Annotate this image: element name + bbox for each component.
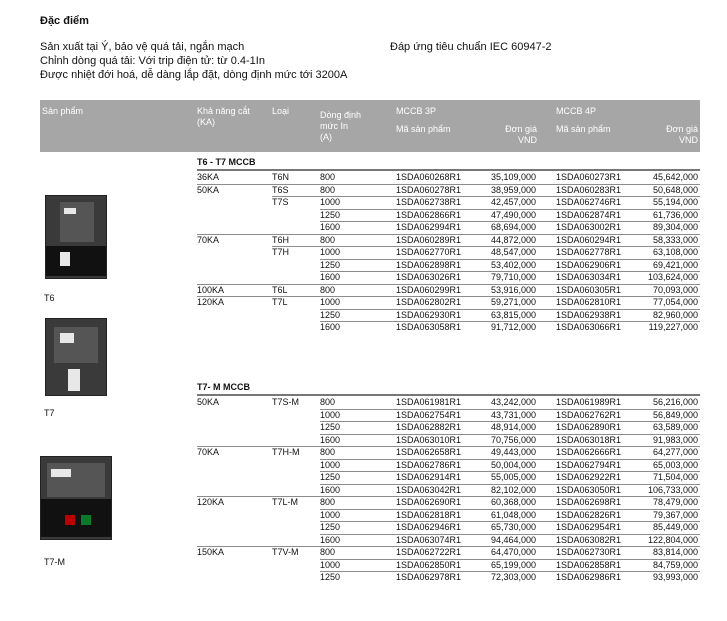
price-3p-cell: 38,959,000 [490,184,536,195]
price-3p-cell: 65,730,000 [490,522,536,532]
price-3p-cell: 59,271,000 [490,297,536,307]
feature-standard: Đáp ứng tiêu chuẩn IEC 60947-2 [390,41,552,53]
price-3p-cell: 82,102,000 [490,484,536,495]
price-4p-cell: 45,642,000 [652,172,698,182]
price-3p-cell: 65,199,000 [490,559,536,570]
breaking-capacity-cell: 50KA [197,184,220,195]
code-3p-cell: 1SDA062882R1 [396,422,462,432]
code-4p-cell: 1SDA062794R1 [556,459,622,470]
price-4p-cell: 50,648,000 [652,184,698,195]
price-4p-cell: 78,479,000 [652,497,698,507]
breaking-capacity-cell: 120KA [197,297,225,307]
price-3p-cell: 47,490,000 [490,209,536,220]
code-3p-cell: 1SDA062754R1 [396,409,462,420]
rated-current-cell: 1600 [320,272,341,282]
header-price-line: VND [517,135,537,145]
code-4p-cell: 1SDA060294R1 [556,234,622,245]
price-3p-cell: 49,443,000 [490,447,536,457]
price-4p-cell: 61,736,000 [652,209,698,220]
type-cell: T6S [272,184,289,195]
code-4p-cell: 1SDA062986R1 [556,572,622,582]
header-rated-line: Dòng định [320,110,362,120]
breaking-capacity-cell: 50KA [197,397,220,407]
code-3p-cell: 1SDA062914R1 [396,472,462,482]
code-3p-cell: 1SDA062978R1 [396,572,462,582]
rated-current-cell: 1600 [320,322,341,332]
header-breaking-line: (KA) [197,117,215,127]
price-4p-cell: 69,421,000 [652,259,698,270]
type-cell: T7H [272,247,290,257]
rated-current-cell: 800 [320,397,336,407]
type-cell: T6L [272,284,288,295]
type-cell: T6N [272,172,290,182]
code-4p-cell: 1SDA062906R1 [556,259,622,270]
rated-current-cell: 1250 [320,422,341,432]
code-3p-cell: 1SDA063074R1 [396,534,462,545]
price-4p-cell: 93,993,000 [652,572,698,582]
price-3p-cell: 48,914,000 [490,422,536,432]
header-price-4p [640,124,698,146]
code-4p-cell: 1SDA062826R1 [556,509,622,520]
price-3p-cell: 61,048,000 [490,509,536,520]
header-code-3p: Mã sản phẩm [396,124,451,134]
type-cell: T6H [272,234,290,245]
rated-current-cell: 800 [320,497,336,507]
price-3p-cell: 43,731,000 [490,409,536,420]
type-cell: T7S [272,197,289,207]
rated-current-cell: 800 [320,234,336,245]
code-3p-cell: 1SDA062786R1 [396,459,462,470]
code-4p-cell: 1SDA062778R1 [556,247,622,257]
price-4p-cell: 70,093,000 [652,284,698,295]
price-3p-cell: 35,109,000 [490,172,536,182]
header-price-line: Đơn giá [666,124,698,134]
price-4p-cell: 77,054,000 [652,297,698,307]
code-3p-cell: 1SDA060289R1 [396,234,462,245]
breaking-capacity-cell: 150KA [197,547,225,557]
breaking-capacity-cell: 70KA [197,234,220,245]
price-4p-cell: 55,194,000 [652,197,698,207]
breaking-capacity-cell: 36KA [197,172,220,182]
price-3p-cell: 53,916,000 [490,284,536,295]
code-4p-cell: 1SDA062666R1 [556,447,622,457]
code-4p-cell: 1SDA063034R1 [556,272,622,282]
code-3p-cell: 1SDA062898R1 [396,259,462,270]
header-price-line: VND [678,135,698,145]
rated-current-cell: 1000 [320,197,341,207]
price-3p-cell: 79,710,000 [490,272,536,282]
price-3p-cell: 53,402,000 [490,259,536,270]
price-3p-cell: 42,457,000 [490,197,536,207]
rated-current-cell: 1250 [320,259,341,270]
type-cell: T7H-M [272,447,300,457]
type-cell: T7L-M [272,497,299,507]
rated-current-cell: 1250 [320,309,341,320]
header-rated-current [320,110,361,143]
code-3p-cell: 1SDA062770R1 [396,247,462,257]
code-3p-cell: 1SDA062690R1 [396,497,462,507]
code-4p-cell: 1SDA062746R1 [556,197,622,207]
header-price-3p [480,124,537,146]
price-4p-cell: 85,449,000 [652,522,698,532]
rated-current-cell: 1600 [320,434,341,445]
code-4p-cell: 1SDA063066R1 [556,322,622,332]
price-4p-cell: 79,367,000 [652,509,698,520]
header-breaking-capacity [197,106,250,128]
section-divider [197,394,700,396]
code-4p-cell: 1SDA063050R1 [556,484,622,495]
price-3p-cell: 43,242,000 [490,397,536,407]
rated-current-cell: 1250 [320,209,341,220]
rated-current-cell: 1000 [320,247,341,257]
feature-line: Chỉnh dòng quá tải: Với trip điện tử: từ 0.4-1In [40,55,265,67]
price-3p-cell: 63,815,000 [490,309,536,320]
code-3p-cell: 1SDA062850R1 [396,559,462,570]
price-3p-cell: 60,368,000 [490,497,536,507]
price-3p-cell: 50,004,000 [490,459,536,470]
code-3p-cell: 1SDA060268R1 [396,172,462,182]
product-label-t6: T6 [44,293,55,303]
t7-breaker-image [45,318,107,396]
code-4p-cell: 1SDA062938R1 [556,309,622,320]
page-title: Đặc điểm [40,15,89,27]
code-4p-cell: 1SDA061989R1 [556,397,622,407]
price-4p-cell: 83,814,000 [652,547,698,557]
code-3p-cell: 1SDA062946R1 [396,522,462,532]
rated-current-cell: 1000 [320,459,341,470]
header-rated-line: mức In [320,121,349,131]
price-4p-cell: 91,983,000 [652,434,698,445]
code-4p-cell: 1SDA063002R1 [556,222,622,232]
rated-current-cell: 800 [320,184,336,195]
table-header [40,100,700,152]
product-label-t7: T7 [44,408,55,418]
header-price-line: Đơn giá [505,124,537,134]
code-4p-cell: 1SDA062810R1 [556,297,622,307]
code-3p-cell: 1SDA061981R1 [396,397,462,407]
code-4p-cell: 1SDA063018R1 [556,434,622,445]
rated-current-cell: 800 [320,284,336,295]
price-4p-cell: 119,227,000 [648,322,698,332]
code-3p-cell: 1SDA060278R1 [396,184,462,195]
price-4p-cell: 56,216,000 [652,397,698,407]
code-3p-cell: 1SDA063010R1 [396,434,462,445]
code-3p-cell: 1SDA063026R1 [396,272,462,282]
t6-breaker-image [45,195,107,279]
product-label-t7m: T7-M [44,557,65,567]
price-3p-cell: 91,712,000 [490,322,536,332]
price-4p-cell: 84,759,000 [652,559,698,570]
type-cell: T7L [272,297,288,307]
code-3p-cell: 1SDA063042R1 [396,484,462,495]
header-code-4p: Mã sản phẩm [556,124,611,134]
code-4p-cell: 1SDA062890R1 [556,422,622,432]
code-3p-cell: 1SDA062818R1 [396,509,462,520]
price-3p-cell: 68,694,000 [490,222,536,232]
rated-current-cell: 1600 [320,534,341,545]
price-4p-cell: 122,804,000 [647,534,698,545]
rated-current-cell: 1250 [320,472,341,482]
price-4p-cell: 56,849,000 [652,409,698,420]
code-4p-cell: 1SDA060273R1 [556,172,622,182]
code-4p-cell: 1SDA060283R1 [556,184,622,195]
code-4p-cell: 1SDA062954R1 [556,522,622,532]
t7m-breaker-image [40,456,112,540]
header-mccb-3p: MCCB 3P [396,106,437,116]
rated-current-cell: 800 [320,447,336,457]
breaking-capacity-cell: 100KA [197,284,225,295]
rated-current-cell: 1250 [320,522,341,532]
price-4p-cell: 106,733,000 [647,484,698,495]
code-3p-cell: 1SDA062738R1 [396,197,462,207]
code-4p-cell: 1SDA060305R1 [556,284,622,295]
code-3p-cell: 1SDA062866R1 [396,209,462,220]
section-title: T6 - T7 MCCB [197,157,256,167]
price-4p-cell: 58,333,000 [652,234,698,245]
breaking-capacity-cell: 120KA [197,497,225,507]
code-4p-cell: 1SDA062922R1 [556,472,622,482]
price-3p-cell: 44,872,000 [490,234,536,245]
price-3p-cell: 72,303,000 [490,572,536,582]
code-3p-cell: 1SDA062994R1 [396,222,462,232]
header-mccb-4p: MCCB 4P [556,106,597,116]
price-3p-cell: 55,005,000 [490,472,536,482]
rated-current-cell: 800 [320,172,336,182]
price-4p-cell: 63,108,000 [652,247,698,257]
code-4p-cell: 1SDA063082R1 [556,534,622,545]
price-4p-cell: 65,003,000 [652,459,698,470]
code-4p-cell: 1SDA062698R1 [556,497,622,507]
rated-current-cell: 1600 [320,222,341,232]
price-4p-cell: 103,624,000 [647,272,698,282]
price-4p-cell: 64,277,000 [652,447,698,457]
section-divider [197,169,700,171]
feature-line: Sản xuất tại Ý, bảo vệ quá tải, ngắn mạch [40,41,245,53]
feature-line: Được nhiệt đới hoá, dễ dàng lắp đặt, dòng định mức tới 3200A [40,69,348,81]
code-4p-cell: 1SDA062874R1 [556,209,622,220]
code-3p-cell: 1SDA062722R1 [396,547,462,557]
rated-current-cell: 800 [320,547,336,557]
code-3p-cell: 1SDA062930R1 [396,309,462,320]
price-4p-cell: 63,589,000 [652,422,698,432]
header-breaking-line: Khả năng cắt [197,106,251,116]
header-type: Loại [272,106,290,116]
price-3p-cell: 48,547,000 [490,247,536,257]
header-rated-line: (A) [320,132,332,142]
code-4p-cell: 1SDA062858R1 [556,559,622,570]
price-3p-cell: 70,756,000 [490,434,536,445]
code-3p-cell: 1SDA060299R1 [396,284,462,295]
rated-current-cell: 1000 [320,409,341,420]
price-4p-cell: 82,960,000 [652,309,698,320]
code-4p-cell: 1SDA062730R1 [556,547,622,557]
rated-current-cell: 1000 [320,509,341,520]
rated-current-cell: 1250 [320,572,341,582]
rated-current-cell: 1000 [320,297,341,307]
code-4p-cell: 1SDA062762R1 [556,409,622,420]
code-3p-cell: 1SDA063058R1 [396,322,462,332]
price-3p-cell: 64,470,000 [490,547,536,557]
rated-current-cell: 1600 [320,484,341,495]
breaking-capacity-cell: 70KA [197,447,220,457]
rated-current-cell: 1000 [320,559,341,570]
header-product: Sản phẩm [42,106,84,116]
type-cell: T7V-M [272,547,299,557]
code-3p-cell: 1SDA062658R1 [396,447,462,457]
price-4p-cell: 71,504,000 [652,472,698,482]
code-3p-cell: 1SDA062802R1 [396,297,462,307]
price-4p-cell: 89,304,000 [652,222,698,232]
price-3p-cell: 94,464,000 [490,534,536,545]
type-cell: T7S-M [272,397,299,407]
section-title: T7- M MCCB [197,382,250,392]
